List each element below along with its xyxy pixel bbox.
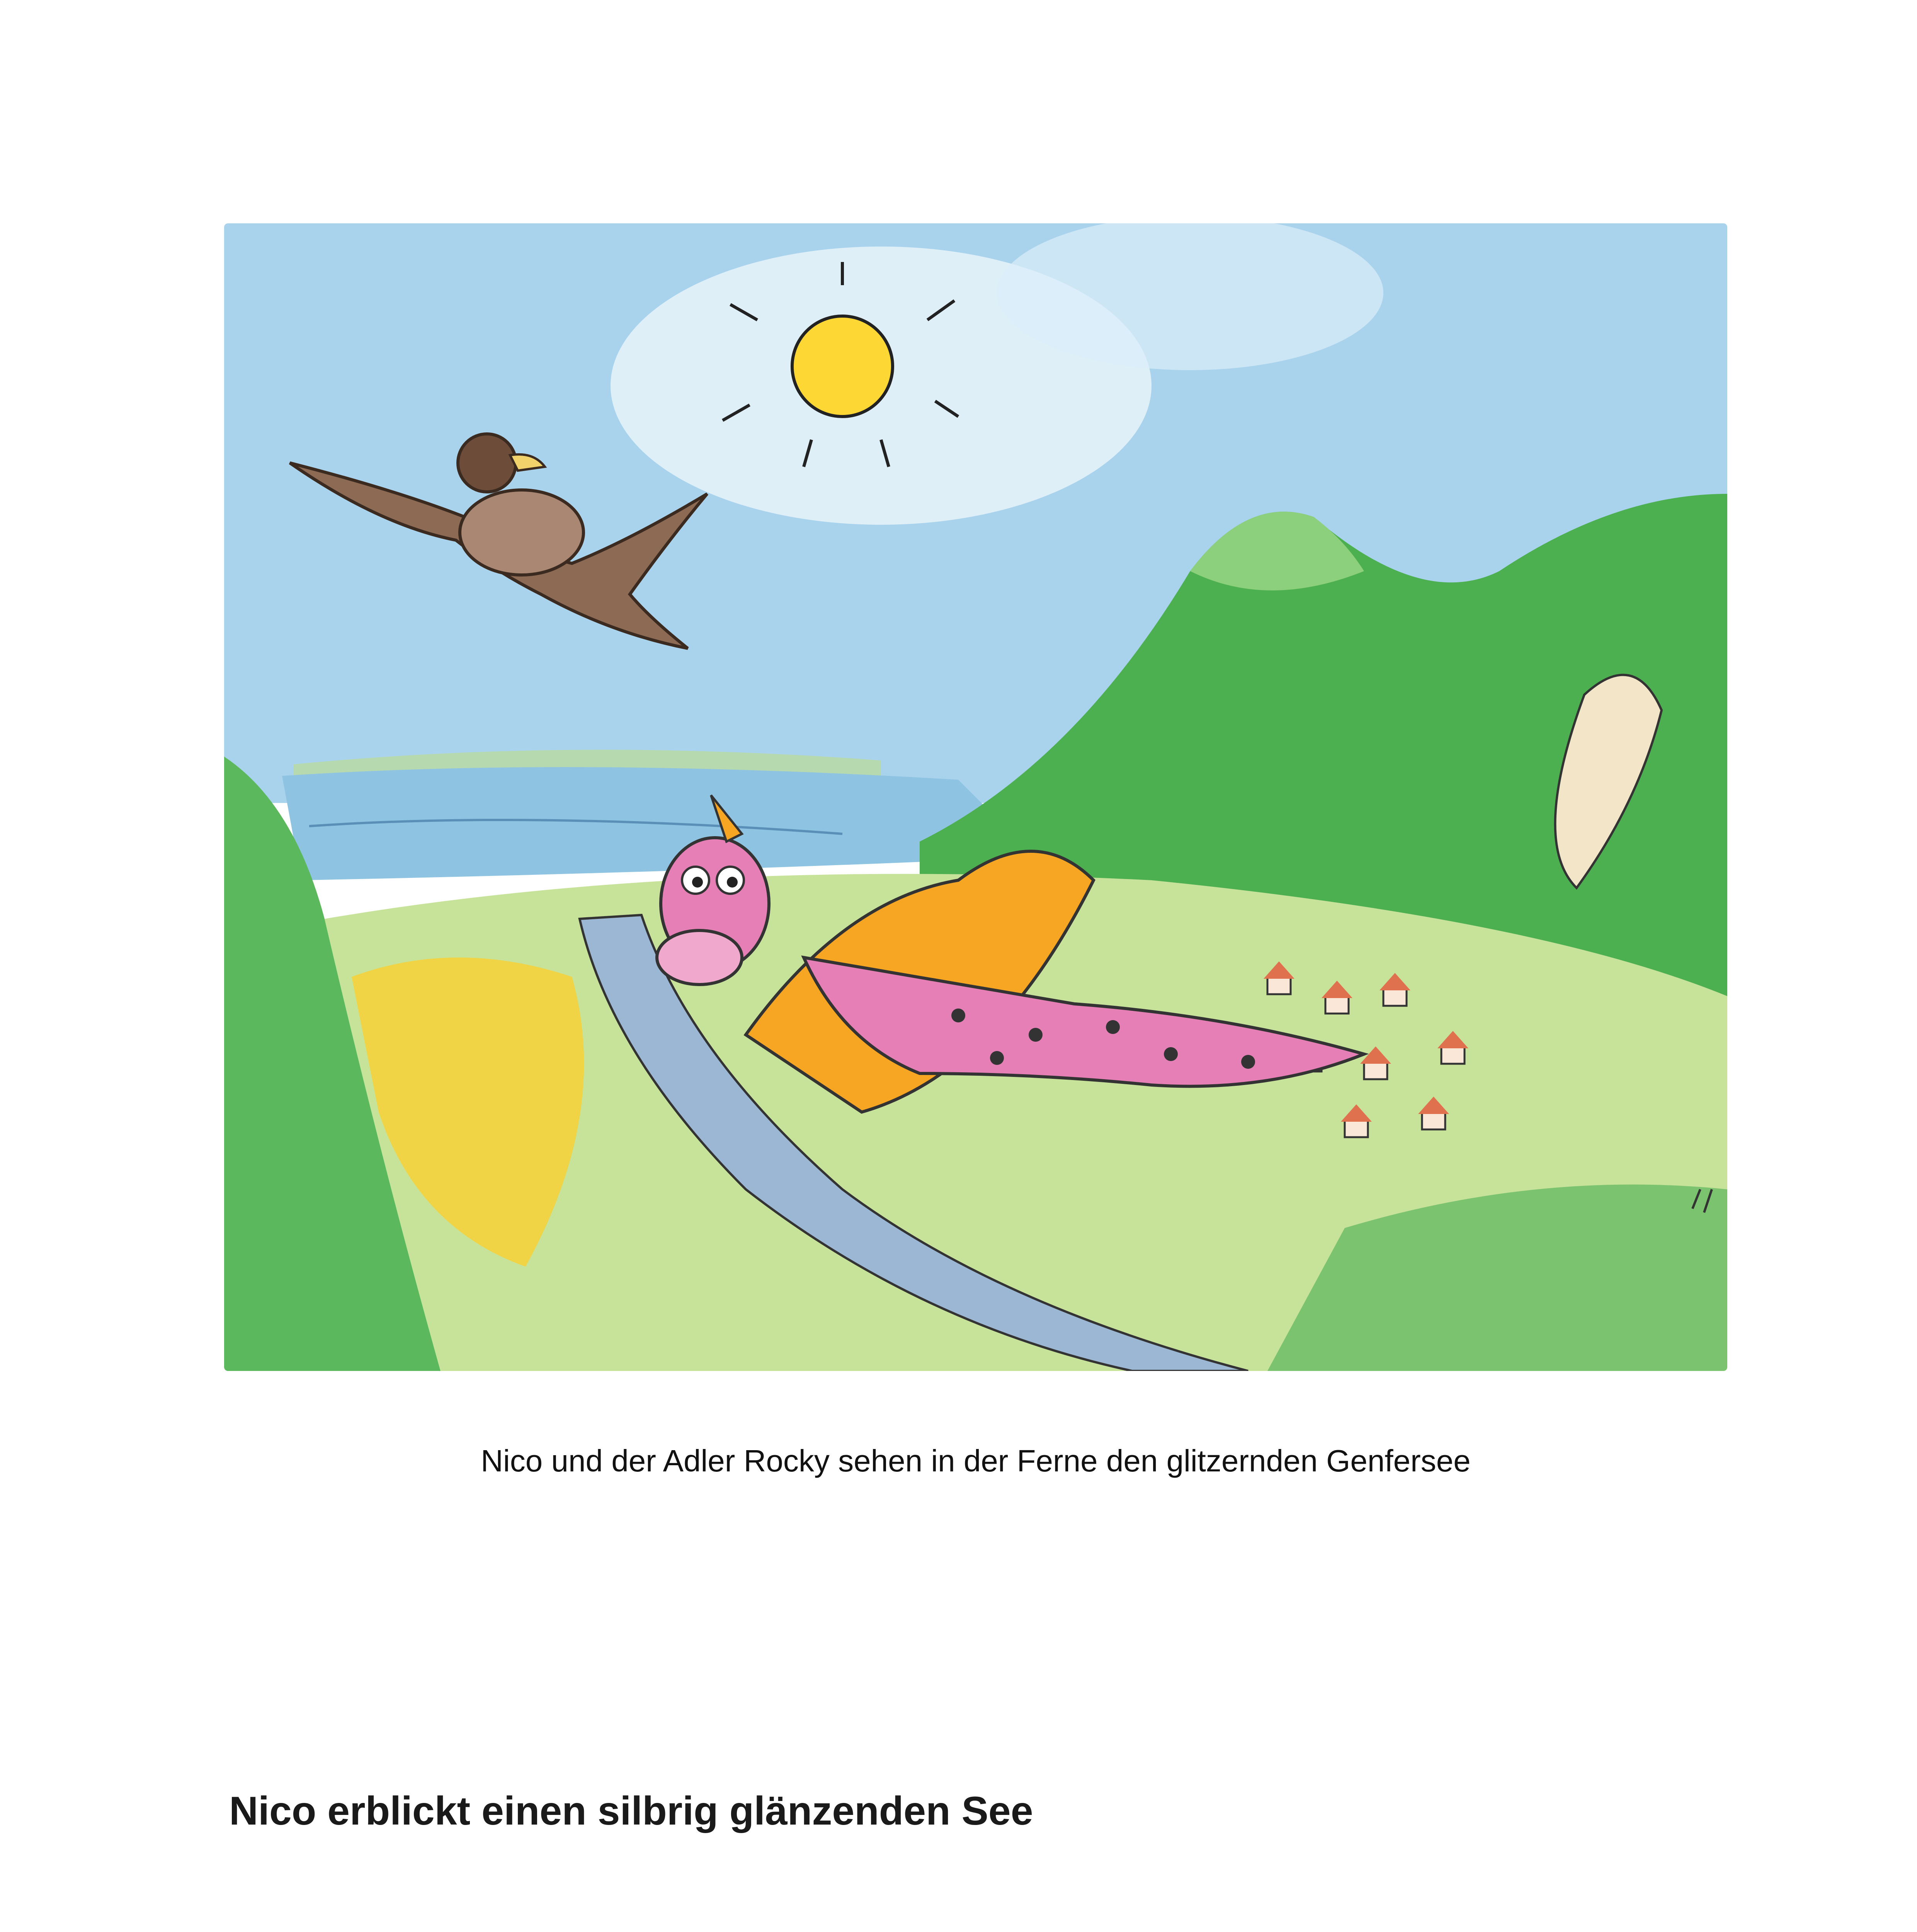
illustration-caption: Nico und der Adler Rocky sehen in der Ferne den glitzernden Genfersee <box>481 1444 1471 1478</box>
watercolor-illustration <box>224 223 1727 1371</box>
section-heading: Nico erblickt einen silbrig glänzenden See <box>229 1789 1033 1833</box>
